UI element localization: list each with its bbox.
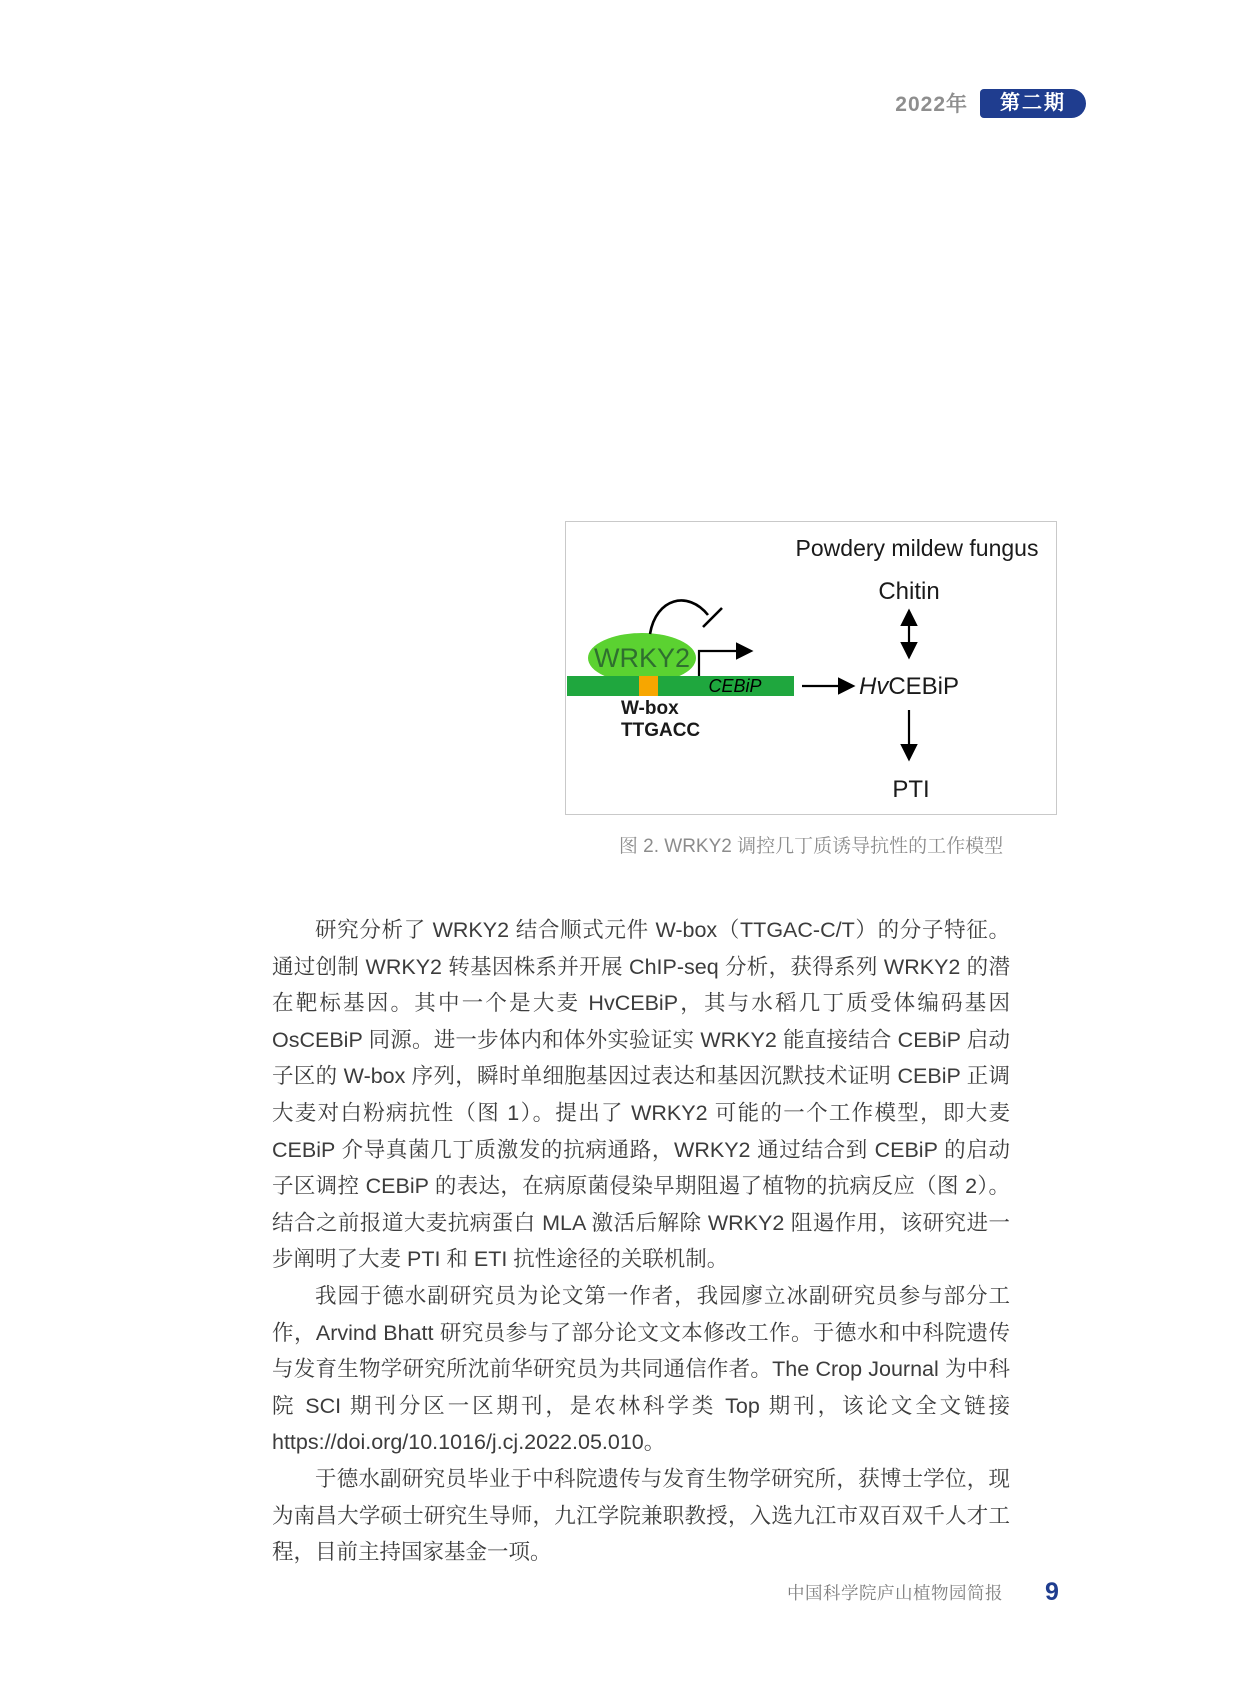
label-hvcebip [859,673,959,700]
body-paragraph: 研究分析了 WRKY2 结合顺式元件 W-box（TTGAC-C/T）的分子特征。通过创制 WRKY2 转基因株系并开展 ChIP-seq 分析，获得系列 WRKY2 的潜在靶标基因。其中一个是大麦 HvCEBiP，其与水稻几丁质受体编码基因 OsCEBiP 同源。进一步体内和体外实验证实 WRKY2 能直接结合 CEBiP 启动子区的 W-box 序列，瞬时单细胞基因过表达和基因沉默技术证明 CEBiP 正调大麦对白粉病抗性（图 1）。提出了 WRKY2 可能的一个工作模型，即大麦 CEBiP 介导真菌几丁质激发的抗病通路，WRKY2 通过结合到 CEBiP 的启动子区调控 CEBiP 的表达，在病原菌侵染早期阻遏了植物的抗病反应（图 2）。结合之前报道大麦抗病蛋白 MLA 激活后解除 WRKY2 阻遏作用，该研究进一步阐明了大麦 PTI 和 ETI 抗性途径的关联机制。 [272,918,1010,1272]
page-header [895,88,1086,118]
wbox-segment [639,676,658,696]
page-footer [787,1578,1059,1607]
figure-diagram [565,521,1057,815]
label-powdery-mildew-fungus: Powdery mildew fungus [795,535,1039,561]
body-paragraph: 于德水副研究员毕业于中科院遗传与发育生物学研究所，获博士学位，现为南昌大学硕士研究生导师，九江学院兼职教授，入选九江市双百双千人才工程，目前主持国家基金一项。 [272,1466,1010,1565]
label-pti: PTI [892,776,930,803]
label-wbox: W-box [621,698,679,719]
label-ttgacc: TTGACC [621,720,701,741]
label-chitin: Chitin [878,578,940,605]
pathway-diagram-svg [566,522,1058,816]
label-hv-prefix: Hv [858,673,889,700]
label-wrky2: WRKY2 [593,643,691,673]
footer-publication: 中国科学院庐山植物园简报 [787,1583,1003,1603]
label-cebip-suffix: CEBiP [888,673,960,700]
issue-badge: 第二期 [980,89,1086,118]
body-text [272,912,1010,1571]
label-cebip-gene: CEBiP [708,676,762,696]
figure-caption: 图 2. WRKY2 调控几丁质诱导抗性的工作模型 [618,836,1004,857]
header-year: 2022年 [895,93,968,116]
footer-page-number: 9 [1045,1578,1059,1606]
inhibition-curve [650,601,708,634]
body-paragraph: 我园于德水副研究员为论文第一作者，我园廖立冰副研究员参与部分工作，Arvind Bhatt 研究员参与了部分论文文本修改工作。于德水和中科院遗传与发育生物学研究所沈前华研究员为共同通信作者。The Crop Journal 为中科院 SCI 期刊分区一区期刊，是农林科学类 Top 期刊，该论文全文链接 https://doi.org/10.1016/j.cj.2022.05.010。 [272,1283,1010,1455]
transcription-start-arrow [699,651,750,676]
figure-2 [565,521,1057,858]
